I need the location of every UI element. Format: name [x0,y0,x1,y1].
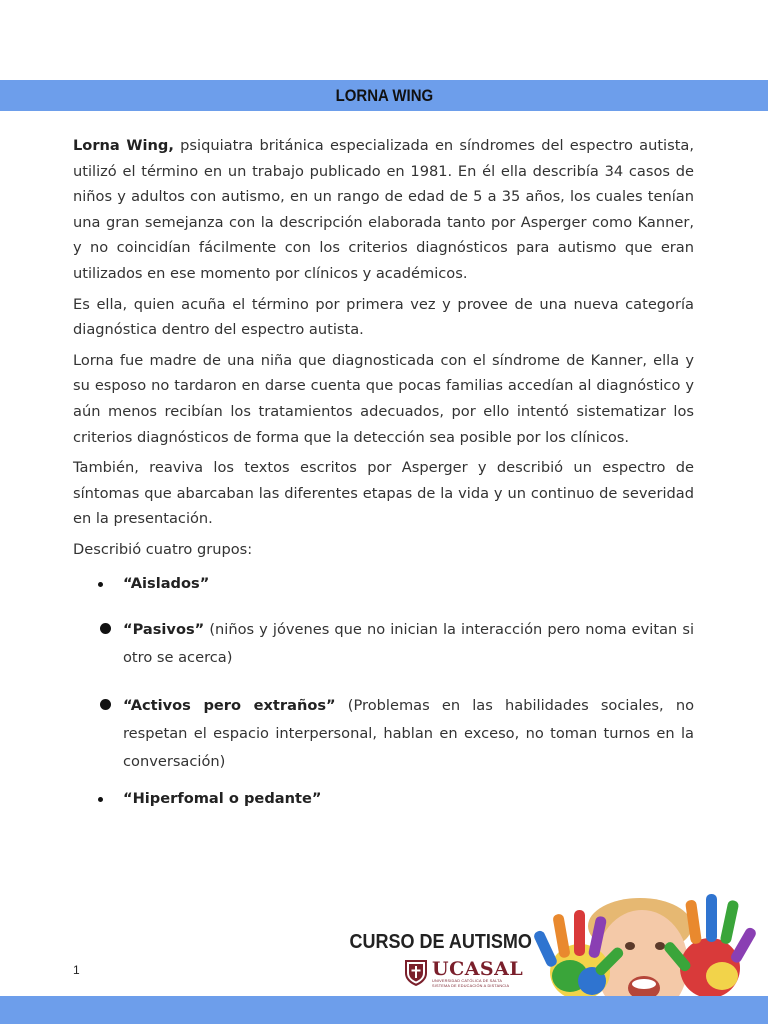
document-body [73,133,694,812]
university-subtitle: UNIVERSIDAD CATÓLICA DE SALTA [432,979,503,983]
bullet-icon [100,699,111,710]
group-name: “Pasivos” [123,621,205,639]
course-title: CURSO DE AUTISMO [349,931,532,953]
bullet-icon [98,797,103,802]
list-item [73,571,694,597]
university-subtitle: SISTEMA DE EDUCACIÓN A DISTANCIA [432,984,510,988]
group-name: “Hiperfomal o pedante” [123,790,322,808]
subject-name: Lorna Wing, [73,137,174,154]
university-name: UCASAL [432,958,524,980]
group-name: “Activos pero extraños” [123,697,336,715]
footer-bar [0,996,768,1024]
page-number: 1 [73,963,80,977]
list-item [73,692,694,776]
university-text [432,959,523,989]
title-bar [0,80,768,111]
bullet-icon [98,582,103,587]
ucasal-crest-icon [404,959,428,987]
paragraph-2: Es ella, quien acuña el término por primera vez y provee de una nueva categoría diagnóstica dentro del espectro autista. [73,295,694,339]
group-name: “Aislados” [123,574,210,592]
list-item [73,616,694,672]
groups-list [73,571,694,812]
paragraph-4: También, reaviva los textos escritos por Asperger y describió un espectro de síntomas que abarcaban las diferentes etapas de la vida y un continuo de severidad en la presentación. [73,459,694,528]
paragraph-1 [73,133,694,287]
paragraph-1-text: psiquiatra británica especializada en síndromes del espectro autista, utilizó el término en un trabajo publicado en 1981. En él ella describía 34 casos de niños y adultos con autismo, en un rango de edad de 5 a 35 años, los cuales tenían una gran semejanza con la descripción elaborada tanto por Asperger como Kanner, y no coincidían fácilmente con los criterios diagnósticos para autismo que eran utilizados en ese momento por clínicos y académicos. [73,137,694,282]
page-title: LORNA WING [335,85,433,105]
paragraph-5: Describió cuatro grupos: [73,540,253,558]
group-description: (Problemas en las habilidades sociales, no respetan el espacio interpersonal, hablan en exceso, no toman turnos en la conversación) [123,697,694,771]
bullet-icon [100,623,111,634]
group-description: (niños y jóvenes que no inician la interacción pero noma evitan si otro se acerca) [123,621,694,667]
university-logo [404,959,523,991]
paragraph-3: Lorna fue madre de una niña que diagnosticada con el síndrome de Kanner, ella y su esposo no tardaron en darse cuenta que pocas familias accedían al diagnóstico y aún menos recibían los tratamientos adecuados, por ello intentó sistematizar los criterios diagnósticos de forma que la detección sea posible por los clínicos. [73,351,694,446]
list-item [73,786,694,812]
